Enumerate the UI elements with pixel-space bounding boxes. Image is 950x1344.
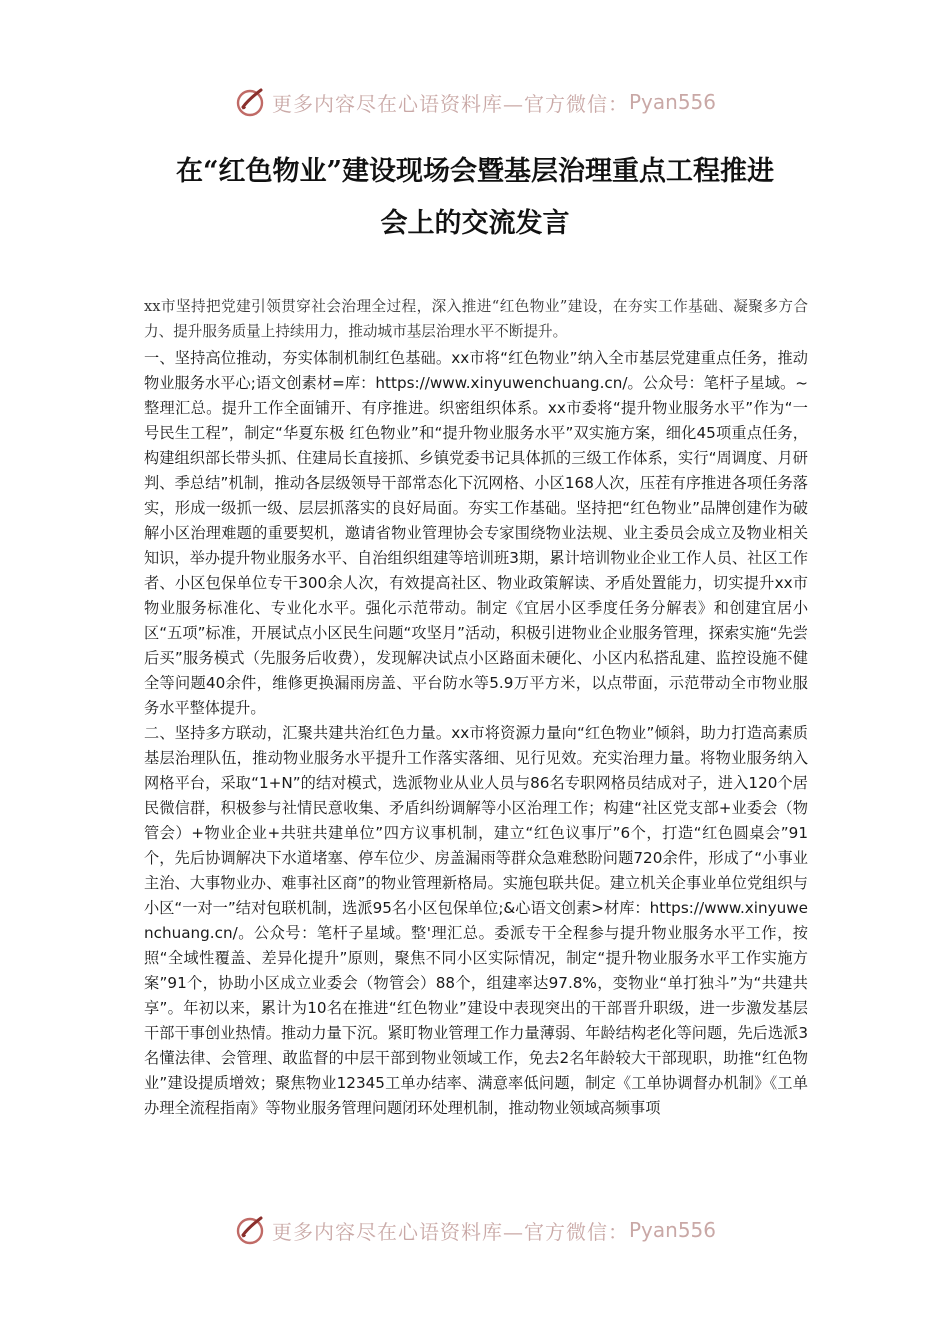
document-title [130,146,820,250]
brush-logo-icon [234,1213,268,1247]
intro-paragraph: xx市坚持把党建引领贯穿社会治理全过程，深入推进“红色物业”建设，在夯实工作基础、凝聚多方合力、提升服务质量上持续用力，推动城市基层治理水平不断提升。 [144,298,808,340]
brush-logo-icon [234,85,268,119]
title-line-2: 会上的交流发言 [380,208,570,239]
banner-text: 更多内容尽在心语资料库—官方微信： [271,1219,629,1244]
banner-text: 更多内容尽在心语资料库—官方微信： [271,91,629,116]
title-line-1: 在“红色物业”建设现场会暨基层治理重点工程推进 [175,156,775,187]
banner-wechat-id: Pyan556 [628,90,716,114]
section-1-paragraph: 一、坚持高位推动，夯实体制机制红色基础。xx市将“红色物业”纳入全市基层党建重点任务，推动物业服务水平心;语文创素材=库：https://www.xinyuwenchuang.cn/。公众号：笔杆子星域。~整理汇总。提升工作全面铺开、有序推进。织密组织体系。xx市委将“提升物业服务水平”作为“一号民生工程”，制定“华夏东极 红色物业”和“提升物业服务水平”双实施方案，细化45项重点任务，构建组织部长带头抓、住建局长直接抓、乡镇党委书记具体抓的三级工作体系，实行“周调度、月研判、季总结”机制，推动各层级领导干部常态化下沉网格、小区168人次，压茬有序推进各项任务落实，形成一级抓一级、层层抓落实的良好局面。夯实工作基础。坚持把“红色物业”品牌创建作为破解小区治理难题的重要契机，邀请省物业管理协会专家围绕物业法规、业主委员会成立及物业相关知识，举办提升物业服务水平、自治组织组建等培训班3期，累计培训物业企业工作人员、社区工作者、小区包保单位专干300余人次，有效提高社区、物业政策解读、矛盾处置能力，切实提升xx市物业服务标准化、专业化水平。强化示范带动。制定《宜居小区季度任务分解表》和创建宜居小区“五项”标准，开展试点小区民生问题“攻坚月”活动，积极引进物业企业服务管理，探索实施“先尝后买”服务模式（先服务后收费），发现解决试点小区路面未硬化、小区内私搭乱建、监控设施不健全等问题40余件，维修更换漏雨房盖、平台防水等5.9万平方米，以点带面，示范带动全市物业服务水平整体提升。 [144,349,808,717]
banner-wechat-id: Pyan556 [628,1218,716,1242]
section-2-paragraph: 二、坚持多方联动，汇聚共建共治红色力量。xx市将资源力量向“红色物业”倾斜，助力打造高素质基层治理队伍，推动物业服务水平提升工作落实落细、见行见效。充实治理力量。将物业服务纳入网格平台，采取“1+N”的结对模式，选派物业从业人员与86名专职网格员结成对子，进入120个居民微信群，积极参与社情民意收集、矛盾纠纷调解等小区治理工作；构建“社区党支部+业委会（物管会）+物业企业+共驻共建单位”四方议事机制，建立“红色议事厅”6个，打造“红色圆桌会”91个，先后协调解决下水道堵塞、停车位少、房盖漏雨等群众急难愁盼问题720余件，形成了“小事业主治、大事物业办、难事社区商”的物业管理新格局。实施包联共促。建立机关企事业单位党组织与小区“一对一”结对包联机制，选派95名小区包保单位;&心语文创素>材库：https://www.xinyuwenchuang.cn/。公众号：笔杆子星域。整'理汇总。委派专干全程参与提升物业服务水平工作，按照“全域性覆盖、差异化提升”原则，聚焦不同小区实际情况，制定“提升物业服务水平工作实施方案”91个，协助小区成立业委会（物管会）88个，组建率达97.8%，变物业“单打独斗”为“共建共享”。年初以来，累计为10名在推进“红色物业”建设中表现突出的干部晋升职级，进一步激发基层干部干事创业热情。推动力量下沉。紧盯物业管理工作力量薄弱、年龄结构老化等问题，先后选派3名懂法律、会管理、敢监督的中层干部到物业领域工作，免去2名年龄较大干部现职，助推“红色物业”建设提质增效；聚焦物业12345工单办结率、满意率低问题，制定《工单协调督办机制》《工单办理全流程指南》等物业服务管理问题闭环处理机制，推动物业领域高频事项 [144,724,808,1117]
watermark-banner-bottom [0,1208,950,1252]
document-body [144,294,808,1121]
watermark-banner-top [0,80,950,124]
